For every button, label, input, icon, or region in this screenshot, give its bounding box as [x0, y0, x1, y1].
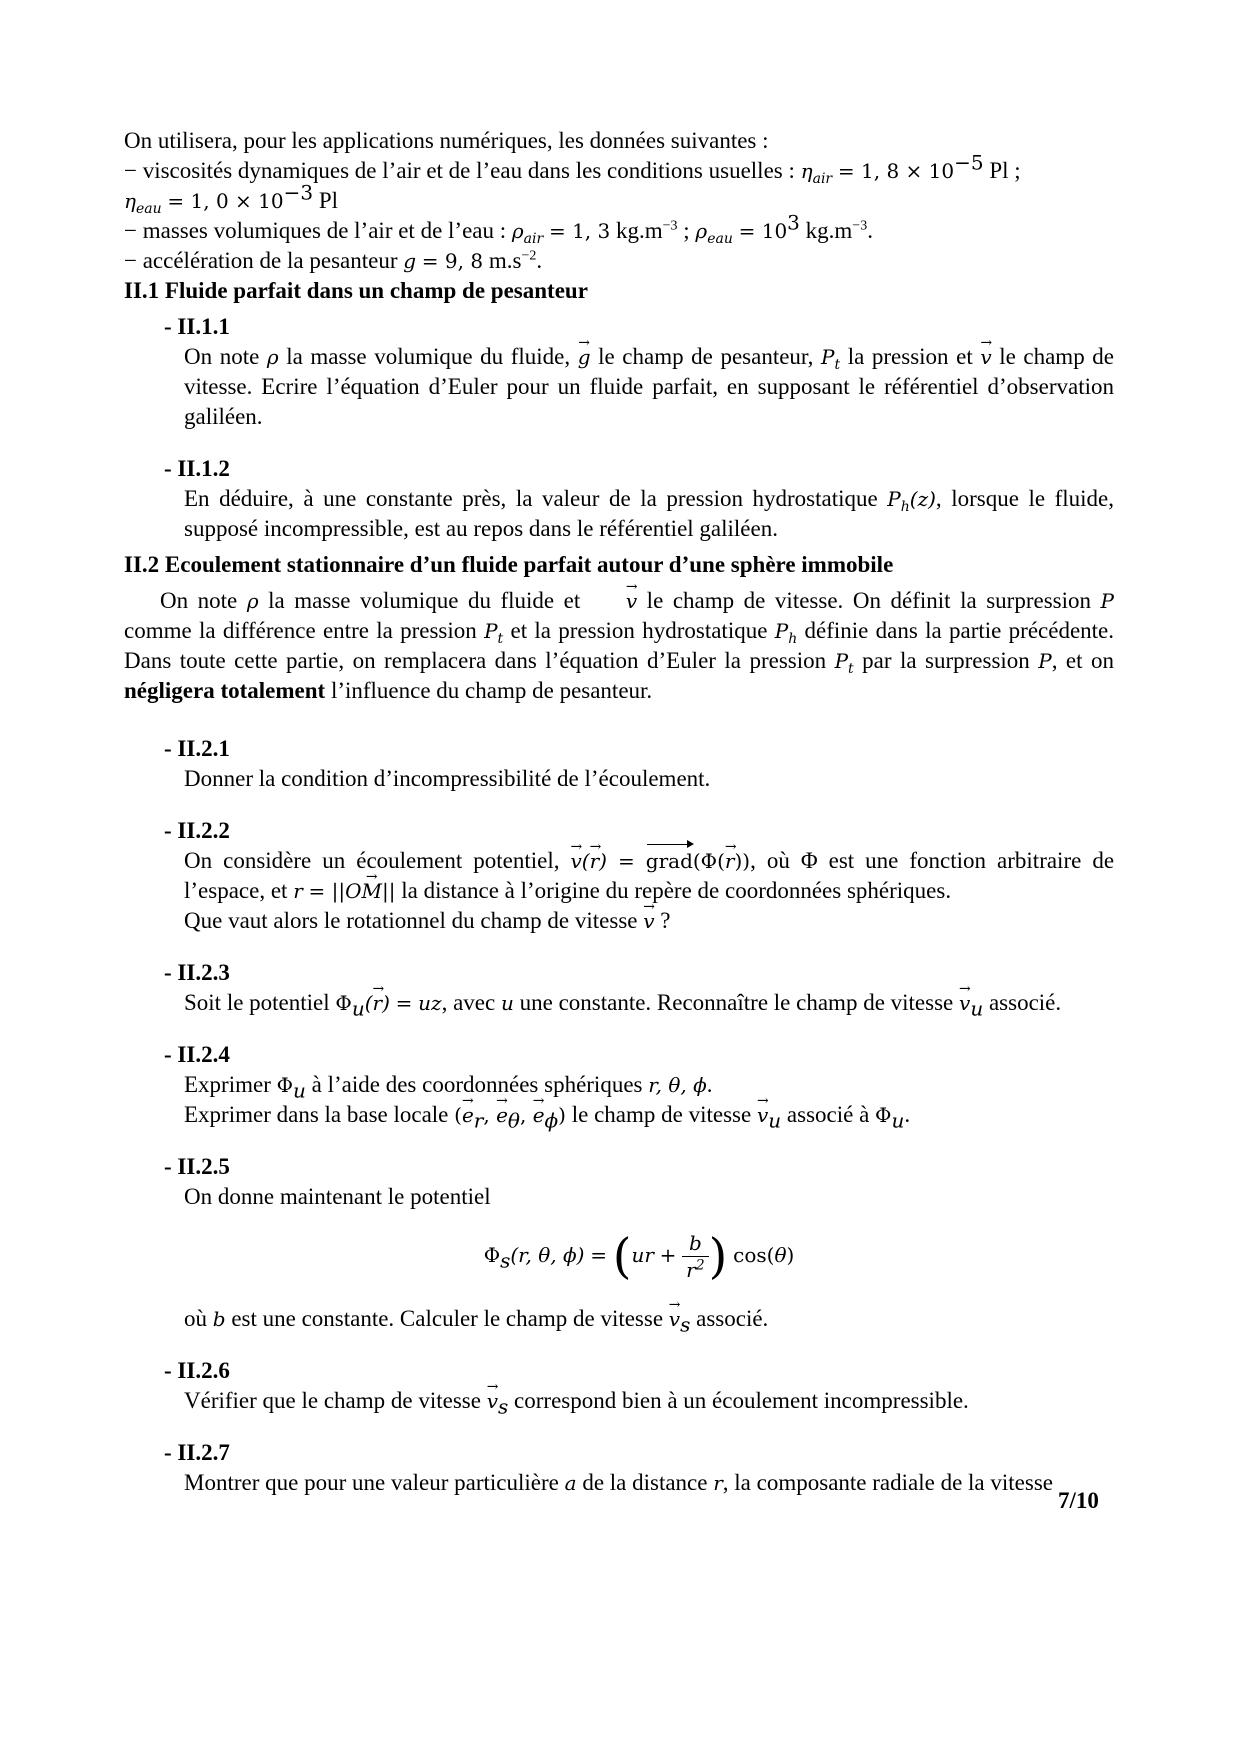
intro-viscosity-eau: $\eta_{eau} = 1$, $0 \times 10^{-3}$ Pl: [124, 180, 339, 217]
intro-density: − masses volumiques de l’air et de l’eau : $\rho_{air} = 1$, 3 $kg.m^{-3}$ ; $\rho_{eau} = 10^3$ $kg.m^{-3}$.: [124, 210, 873, 247]
intro-line-1: On utilisera, pour les applications numériques, les données suivantes :: [124, 128, 769, 153]
section-title-II-2: II.2 Ecoulement stationnaire d’un fluide parfait autour d’une sphère immobile: [124, 552, 894, 577]
page-number: 7/10: [1058, 1488, 1099, 1513]
question-II-2-3: - II.2.3 Soit le potentiel $\Phi_u(\to r)$ = uz, avec u une constante. Reconnaître le champ de vitesse → $v_u$ associé.: [164, 958, 1114, 1018]
page-content: [124, 126, 1114, 1498]
section-title-II-1: II.1 Fluide parfait dans un champ de pesanteur: [124, 278, 588, 303]
question-II-1-2: - II.1.2 En déduire, à une constante près, la valeur de la pression hydrostatique $P_h(z)$, lorsque le fluide, supposé incompressible, est au repos dans le référentiel galiléen.: [164, 456, 1114, 541]
question-II-2-2: - II.2.2 On considère un écoulement potentiel, → v(→ r) = grad(Φ(→ r)), où Φ est une fonction arbitraire de l’espace, et r = ||O→ M|| la distance à l’origine du repère de coordonnées sphériques. Que vaut alors le rotationnel du champ de vitesse → v ?: [164, 816, 1114, 936]
intro-viscosity: − viscosités dynamiques de l’air et de l’eau dans les conditions usuelles : $\eta_{air} = 1$, $8 \times 10^{-5}$ Pl ;: [124, 150, 1021, 187]
question-II-2-6: - II.2.6 Vérifier que le champ de vitesse → $v_s$ correspond bien à un écoulement incompressible.: [164, 1356, 1114, 1416]
question-II-2-4: - II.2.4 Exprimer $\Phi_u$ à l’aide des coordonnées sphériques r, θ, ϕ. Exprimer dans la base locale (→ $e_r$, → $e_\theta$, → $e_\phi$) le champ de vitesse → $v_u$ associé à $\Phi_u$.: [164, 1040, 1114, 1130]
phi-s-equation: $\Phi_s(r$, θ, ϕ) = (ur + $\frac{b}{r^2}$ ) cos(θ): [483, 1228, 795, 1285]
intro-gravity: − accélération de la pesanteur g = 9, 8 $m.s^{-2}$.: [124, 248, 543, 273]
question-II-1-1: - II.1.1 On note ρ la masse volumique du fluide, → g le champ de pesanteur, $P_t$ la pression et → v le champ de vitesse. Ecrire l’équation d’Euler pour un fluide parfait, en supposant le référentiel d’observation galiléen.: [164, 312, 1114, 432]
section-II-2-intro: On note ρ la masse volumique du fluide et → v le champ de vitesse. On définit la surpression P comme la différence entre la pression $P_t$ et la pression hydrostatique $P_h$ définie dans la partie précédente. Dans toute cette partie, on remplacera dans l’équation d’Euler la pression $P_t$ par la surpression P, et on négligera totalement l’influence du champ de pesanteur.: [124, 586, 1114, 706]
question-II-2-5: - II.2.5 On donne maintenant le potentiel $\Phi_s(r$, θ, ϕ) = (ur + $\frac{b}{r^2}$ ) cos(θ) où b est une constante. Calculer le champ de vitesse → $v_s$ associé.: [164, 1152, 1114, 1334]
question-II-2-7: - II.2.7 Montrer que pour une valeur particulière a de la distance r, la composante radiale de la vitesse: [164, 1440, 1053, 1495]
question-II-2-1: - II.2.1 Donner la condition d’incompressibilité de l’écoulement.: [164, 736, 711, 791]
